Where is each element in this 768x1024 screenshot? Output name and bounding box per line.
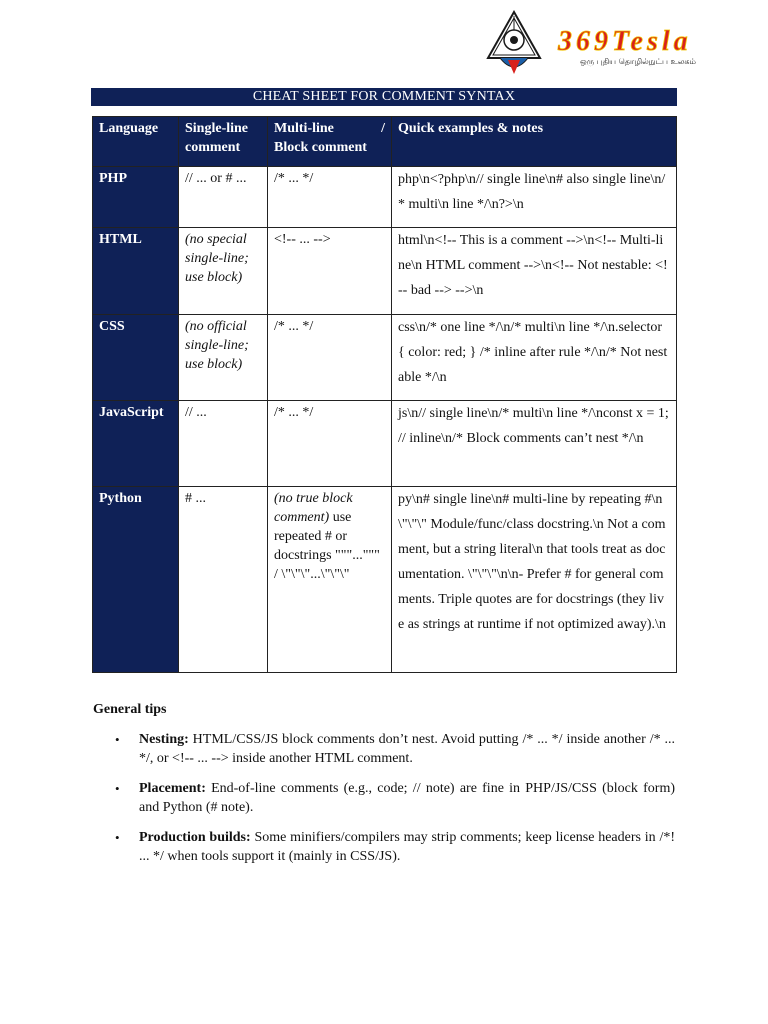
tip-label: Placement: [139,781,206,796]
multi-line-note: (no true block comment) [274,491,353,525]
single-line-cell: (no official single-line; use block) [179,315,268,401]
header-multi-line [268,117,392,167]
single-line-cell: (no special single-line; use block) [179,228,268,315]
tip-label: Production builds: [139,830,251,845]
tip-label: Nesting: [139,732,189,747]
list-item [93,730,675,768]
header-multi-line-slash: / [381,121,385,136]
language-cell: CSS [93,315,179,401]
logo [486,10,746,80]
notes-cell: html\n<!-- This is a comment -->\n<!-- Multi-line\n HTML comment -->\n<!-- Not nestable: <!-- bad --> -->\n [392,228,677,315]
tip-text: Some minifiers/compilers may strip comments; keep license headers in /*! ... */ when tools support it (mainly in CSS/JS). [139,830,675,864]
tips-heading: General tips [93,702,167,717]
list-item [93,779,675,817]
header-block-comment-label: Block comment [274,140,367,155]
multi-line-cell: /* ... */ [268,167,392,228]
multi-line-cell: <!-- ... --> [268,228,392,315]
tip-text: HTML/CSS/JS block comments don’t nest. Avoid putting /* ... */ inside another /* ... */, or <!-- ... --> inside another HTML comment. [139,732,675,766]
language-cell: HTML [93,228,179,315]
language-cell: JavaScript [93,401,179,487]
multi-line-cell: /* ... */ [268,401,392,487]
page-title: CHEAT SHEET FOR COMMENT SYNTAX [91,88,677,106]
notes-cell: js\n// single line\n/* multi\n line */\nconst x = 1; // inline\n/* Block comments can’t nest */\n [392,401,677,487]
logo-wordmark [556,24,741,68]
table-row [93,228,677,315]
multi-line-rest: use repeated # or docstrings """...""" / \"\"\"...\"\"\" [274,510,380,582]
tip-text: End-of-line comments (e.g., code; // note) are fine in PHP/JS/CSS (block form) and Python (# note). [139,781,675,815]
header-single-line: Single-line comment [179,117,268,167]
tips-list [93,730,675,877]
bullet-icon: • [115,732,120,747]
language-cell: Python [93,487,179,673]
table-row [93,315,677,401]
notes-cell: css\n/* one line */\n/* multi\n line */\n.selector { color: red; } /* inline after rule */\n/* Not nestable */\n [392,315,677,401]
single-line-cell: // ... or # ... [179,167,268,228]
bullet-icon: • [115,781,120,796]
svg-text:369Tesla: 369Tesla [558,26,692,57]
notes-cell: py\n# single line\n# multi-line by repeating #\n\"\"\" Module/func/class docstring.\n Not a comment, but a string literal\n that tools treat as documentation. \"\"\"\n\n- Prefer # for general comments. Triple quotes are for docstrings (they live as strings at runtime if not optimized away).\n [392,487,677,673]
table-row [93,401,677,487]
logo-seal-icon [486,10,542,76]
single-line-cell: # ... [179,487,268,673]
table-row [93,487,677,673]
multi-line-cell: /* ... */ [268,315,392,401]
multi-line-cell [268,487,392,673]
svg-text:ஒரு புதிய தொழில்நுட்ப உலகம்: ஒரு புதிய தொழில்நுட்ப உலகம் [580,57,696,66]
table-header-row [93,117,677,167]
bullet-icon: • [115,830,120,845]
list-item [93,828,675,866]
language-cell: PHP [93,167,179,228]
header-multi-line-label: Multi-line [274,121,334,136]
comment-syntax-table [92,116,677,673]
notes-cell: php\n<?php\n// single line\n# also single line\n/* multi\n line */\n?>\n [392,167,677,228]
header-language: Language [93,117,179,167]
single-line-cell: // ... [179,401,268,487]
header-notes: Quick examples & notes [392,117,677,167]
table-row [93,167,677,228]
